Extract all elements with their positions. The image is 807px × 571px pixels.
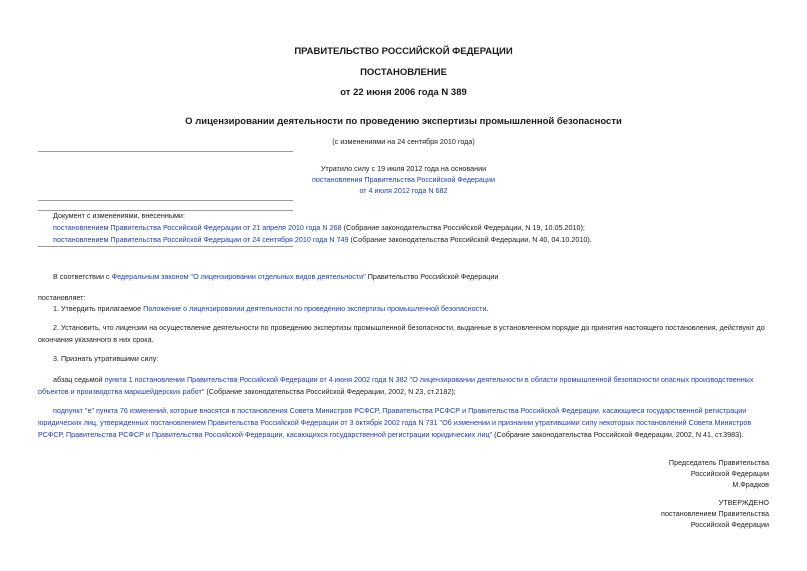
paragraph-5: подпункт "е" пункта 76 изменений, которые вносятся в постановления Совета Министров РСФСР, Правительства РСФСР и Правительства Российской Федерации, касающиеся государственной регистрации юридических лиц, утвержденных постановлением Правительства Российской Федерации от 3 октября 2002 года N 731 "Об изменении и признании утратившими силу некоторых постановлений Совета Министров РСФСР, Правительства РСФСР и Правительства Российской Федерации, касающихся государственной регистрации юридических лиц" (Собрание законодательства Российской Федерации, 2002, N 41, ст.3983). [38, 406, 752, 439]
signature-position: Председатель Правительства [668, 458, 769, 467]
signature-country: Российской Федерации [690, 469, 769, 478]
approved-by: постановлением Правительства [661, 509, 769, 518]
header-date-number: от 22 июня 2006 года N 389 [340, 87, 467, 98]
approved-country: Российской Федерации [690, 520, 769, 529]
changes-intro: Документ с изменениями, внесенными: [53, 211, 185, 220]
changes-block [53, 210, 783, 246]
expired-link-date[interactable]: от 4 июля 2012 года N 682 [359, 186, 448, 195]
regulation-link[interactable]: Положение о лицензировании деятельности по проведению экспертизы промышленной безопасности [143, 304, 487, 313]
federal-law-link[interactable]: Федеральным законом "О лицензировании отдельных видов деятельности" [111, 272, 366, 281]
repealed-link-382[interactable]: пункта 1 постановления Правительства Российской Федерации от 4 июня 2002 года N 382 "О лицензировании деятельности в области промышленной безопасности опасных производственных объектов и производства маркшейдерских работ" [38, 375, 754, 396]
paragraph-1: 1. Утвердить прилагаемое Положение о лицензировании деятельности по проведению экспертизы промышленной безопасности. [53, 304, 489, 313]
divider [38, 151, 293, 152]
approved-block [661, 497, 769, 530]
signature-block [669, 457, 769, 490]
change-source: (Собрание законодательства Российской Федерации, N 40, 04.10.2010). [348, 235, 592, 244]
change-link-268[interactable]: постановлением Правительства Российской Федерации от 21 апреля 2010 года N 268 [53, 223, 342, 232]
change-link-749[interactable]: постановлением Правительства Российской Федерации от 24 сентября 2010 года N 749 [53, 235, 349, 244]
header-doc-type: ПОСТАНОВЛЕНИЕ [360, 67, 447, 78]
expired-note [0, 163, 807, 196]
header-org: ПРАВИТЕЛЬСТВО РОССИЙСКОЙ ФЕДЕРАЦИИ [294, 46, 513, 57]
resolves-label: постановляет: [38, 293, 86, 302]
divider [38, 200, 293, 201]
expired-line: Утратило силу с 19 июля 2012 года на основании [320, 164, 487, 173]
divider [38, 246, 293, 247]
paragraph-3: 3. Признать утратившими силу: [53, 354, 159, 363]
preamble: В соответствии с Федеральным законом "О лицензировании отдельных видов деятельности" Правительство Российской Федерации [53, 272, 499, 281]
paragraph-4: абзац седьмой пункта 1 постановления Правительства Российской Федерации от 4 июня 2002 года N 382 "О лицензировании деятельности в области промышленной безопасности опасных производственных объектов и производства маркшейдерских работ" (Собрание законодательства Российской Федерации, 2002, N 23, ст.2182); [38, 375, 754, 396]
document-title: О лицензировании деятельности по проведению экспертизы промышленной безопасности [185, 116, 622, 127]
paragraph-2: 2. Установить, что лицензии на осуществление деятельности по проведению экспертизы промышленной безопасности, выданные в установленном порядке до принятия настоящего постановления, действуют до окончания указанного в них срока. [38, 323, 765, 344]
signature-name: М.Фрадков [732, 480, 769, 489]
change-source: (Собрание законодательства Российской Федерации, N 19, 10.05.2010); [341, 223, 585, 232]
approved-label: УТВЕРЖДЕНО [718, 498, 769, 507]
expired-link-decree[interactable]: постановления Правительства Российской Федерации [311, 175, 496, 184]
repealed-link-731[interactable]: подпункт "е" пункта 76 изменений, которые вносятся в постановления Совета Министров РСФСР, Правительства РСФСР и Правительства Российской Федерации, касающиеся государственной регистрации юридических лиц, утвержденных постановлением Правительства Российской Федерации от 3 октября 2002 года N 731 "Об изменении и признании утратившими силу некоторых постановлений Совета Министров РСФСР, Правительства РСФСР и Правительства Российской Федерации, касающихся государственной регистрации юридических лиц" [38, 406, 752, 439]
revision-note: (с изменениями на 24 сентября 2010 года) [332, 137, 475, 146]
